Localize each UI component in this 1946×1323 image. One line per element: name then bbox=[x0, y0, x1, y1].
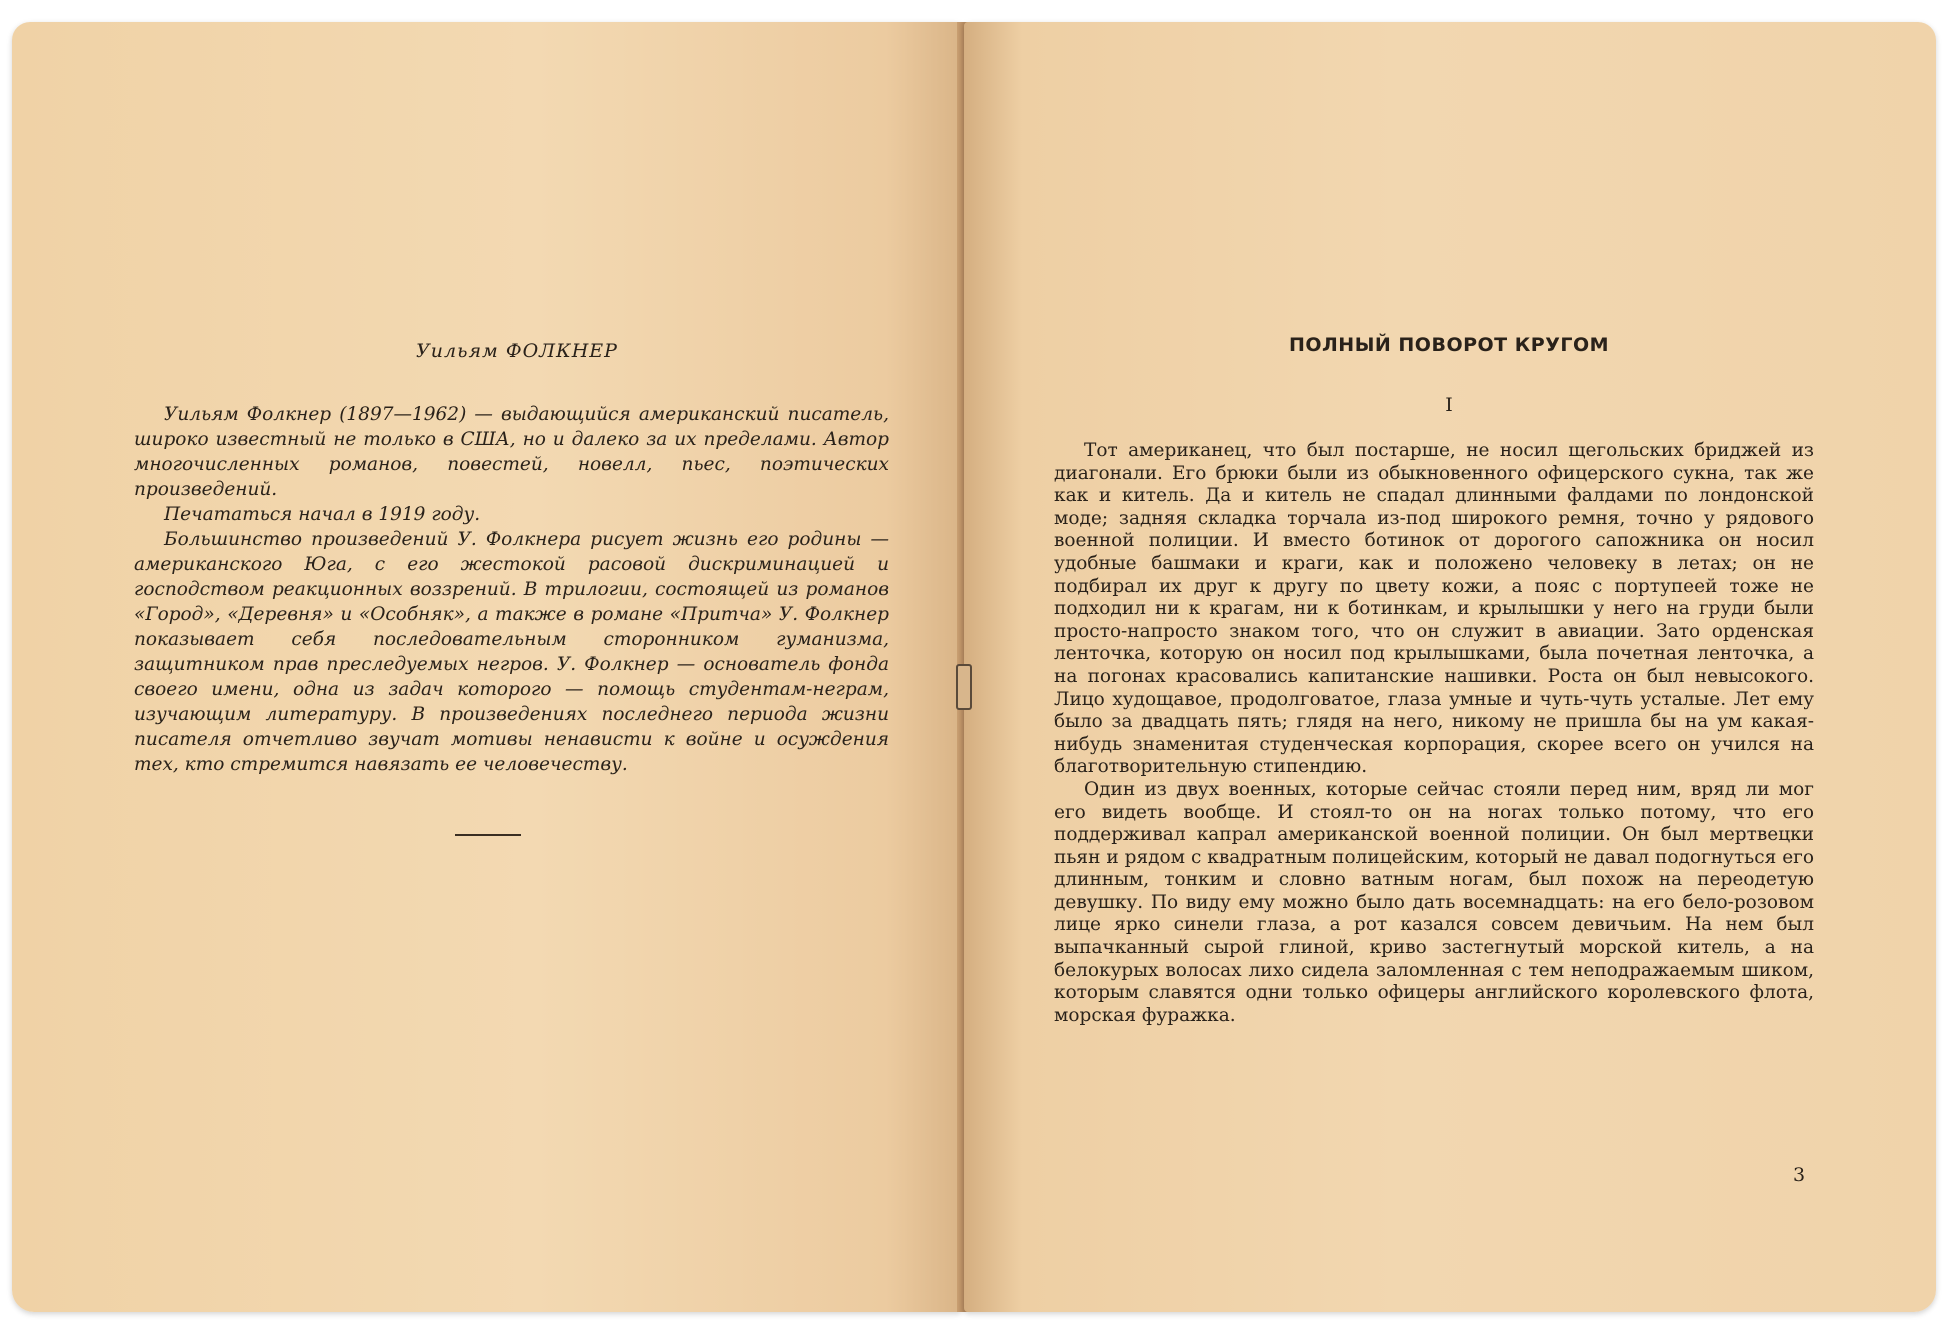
author-heading: Уильям ФОЛКНЕР bbox=[416, 340, 618, 362]
story-text bbox=[1054, 440, 1814, 1027]
story-paragraph: Один из двух военных, которые сейчас стояли перед ним, вряд ли мог его видеть вообще. И стоял-то он на ногах только потому, что его поддерживал капрал американской военной полиции. Он был мертвецки пьян и рядом с квадратным полицейским, который не давал подогнуться его длинным, тонким и словно ватным ногам, был похож на переодетую девушку. По виду ему можно было дать восемнадцать: на его бело-розовом лице ярко синели глаза, а рот казался совсем девичьим. На нем был выпачканный сырой глиной, криво застегнутый морской китель, а на белокурых волосах лихо сидела заломленная с тем неподражаемым шиком, которым славятся одни только офицеры английского королевского флота, морская фуражка. bbox=[1054, 778, 1814, 1026]
left-page bbox=[12, 22, 962, 1312]
open-book bbox=[12, 22, 1936, 1312]
staple bbox=[956, 664, 972, 710]
bio-paragraph: Печататься начал в 1919 году. bbox=[164, 504, 481, 525]
right-page bbox=[964, 22, 1936, 1312]
story-title: ПОЛНЫЙ ПОВОРОТ КРУГОМ bbox=[1288, 334, 1610, 356]
bio-paragraph: Уильям Фолкнер (1897—1962) — выдающийся американский писатель, широко известный не только в США, но и далеко за их пределами. Автор многочисленных романов, повестей, новелл, пьес, поэтических произведений. bbox=[134, 404, 889, 500]
story-paragraph: Тот американец, что был постарше, не носил щегольских бриджей из диагонали. Его брюки были из обыкновенного офицерского сукна, так же как и китель. Да и китель не спадал длинными фалдами по лондонской моде; задняя складка торчала из-под широкого ремня, точно у рядового военной полиции. И вместо ботинок от дорогого сапожника он носил удобные башмаки и краги, как и положено человеку в летах; он не подбирал их друг к другу по цвету кожи, а пояс с портупеей тоже не подходил ни к крагам, ни к ботинкам, и крылышки у него на груди были просто-напросто знаком того, что он служит в авиации. Зато орденская ленточка, которую он носил под крылышками, была почетная ленточка, а на погонах красовались капитанские нашивки. Роста он был невысокого. Лицо худощавое, продолговатое, глаза умные и чуть-чуть усталые. Лет ему было за двадцать пять; глядя на него, никому не пришла бы на ум какая-нибудь знаменитая студенческая корпорация, скорее всего он учился на благотворительную стипендию. bbox=[1054, 440, 1814, 778]
separator-rule bbox=[455, 834, 521, 836]
bio-paragraph: Большинство произведений У. Фолкнера рисует жизнь его родины — американского Юга, с его жестокой расовой дискриминацией и господством реакционных воззрений. В трилогии, состоящей из романов «Город», «Деревня» и «Особняк», а также в романе «Притча» У. Фолкнер показывает себя последовательным сторонником гуманизма, защитником прав преследуемых негров. У. Фолкнер — основатель фонда своего имени, одна из задач которого — помощь студентам-неграм, изучающим литературу. В произведениях последнего периода жизни писателя отчетливо звучат мотивы ненависти к войне и осуждения тех, кто стремится навязать ее человечеству. bbox=[134, 529, 889, 775]
author-bio bbox=[134, 402, 889, 777]
chapter-numeral: I bbox=[1445, 394, 1453, 416]
page-number: 3 bbox=[1793, 1164, 1806, 1186]
